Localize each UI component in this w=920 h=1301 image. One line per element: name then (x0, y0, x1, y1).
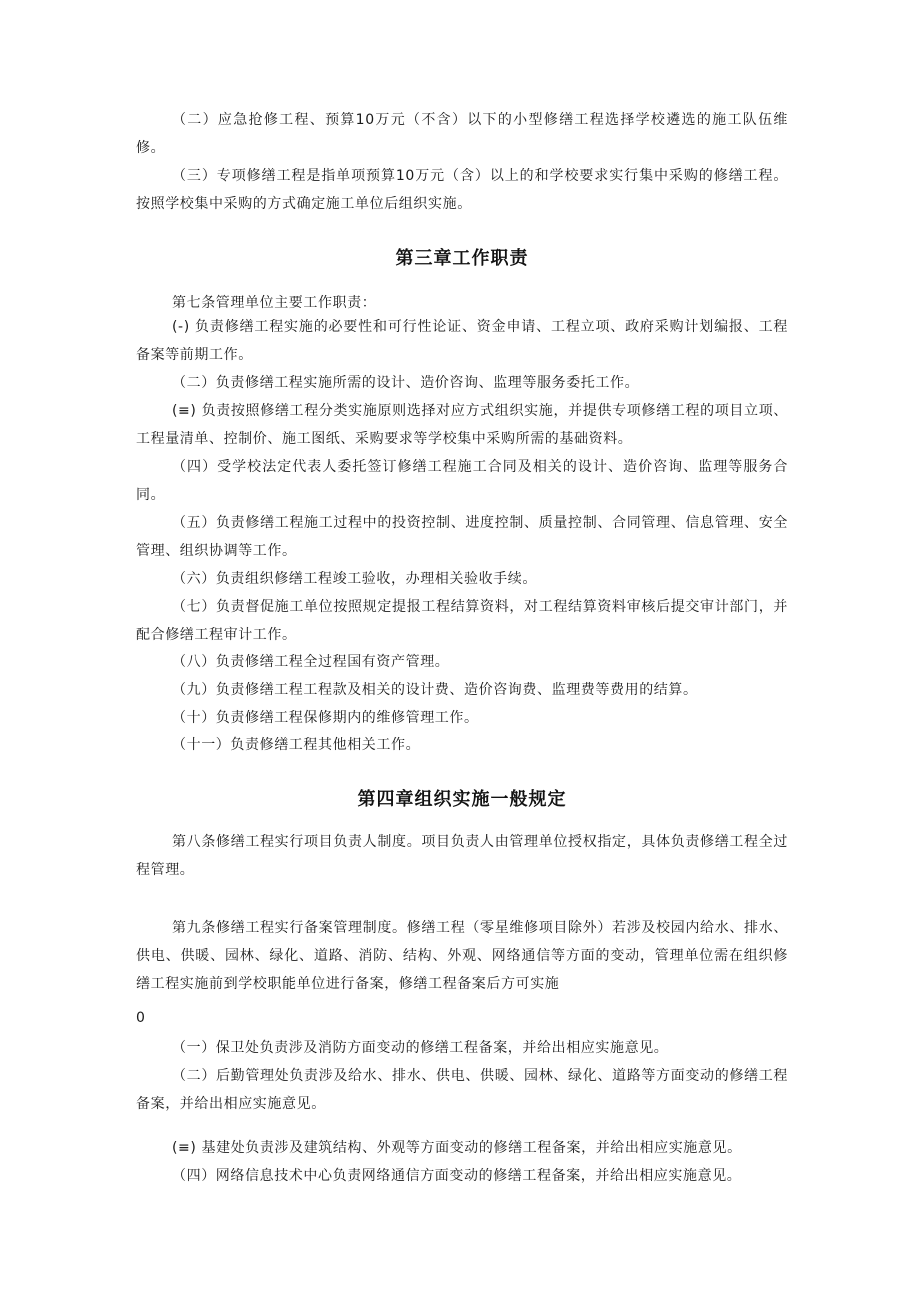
duty-item-10: （十）负责修缮工程保修期内的维修管理工作。 (172, 710, 479, 726)
article-9: 第九条修缮工程实行备案管理制度。修缮工程（零星维修项目除外）若涉及校园内给水、排水、供电、供暖、园林、绿化、道路、消防、结构、外观、网络通信等方面的变动，管理单位需在组织修缮工程实施前到学校职能单位进行备案，修缮工程备案后方可实施 (136, 920, 788, 992)
filing-item-2: （二）后勤管理处负责涉及给水、排水、供电、供暖、园林、绿化、道路等方面变动的修缮工程备案，并给出相应实施意见。 (136, 1068, 788, 1112)
chapter-4-heading: 第四章组织实施一般规定 (357, 789, 567, 810)
duty-item-2: （二）负责修缮工程实施所需的设计、造价咨询、监理等服务委托工作。 (172, 375, 640, 391)
stray-zero: 0 (136, 1010, 145, 1026)
duty-item-6: （六）负责组织修缮工程竣工验收，办理相关验收手续。 (172, 571, 537, 587)
article-8: 第八条修缮工程实行项目负责人制度。项目负责人由管理单位授权指定，具体负责修缮工程全过程管理。 (136, 834, 788, 878)
duty-item-3: (≡) 负责按照修缮工程分类实施原则选择对应方式组织实施，并提供专项修缮工程的项目立项、工程量清单、控制价、施工图纸、采购要求等学校集中采购所需的基础资料。 (136, 403, 788, 447)
filing-item-4: （四）网络信息技术中心负责网络通信方面变动的修缮工程备案，并给出相应实施意见。 (172, 1168, 742, 1184)
paragraph-emergency-repair: （二）应急抢修工程、预算10万元（不含）以下的小型修缮工程选择学校遴选的施工队伍维修。 (136, 112, 788, 156)
duty-item-1: (-) 负责修缮工程实施的必要性和可行性论证、资金申请、工程立项、政府采购计划编报、工程备案等前期工作。 (136, 319, 788, 363)
filing-item-1: （一）保卫处负责涉及消防方面变动的修缮工程备案，并给出相应实施意见。 (172, 1040, 669, 1056)
duty-item-8: （八）负责修缮工程全过程国有资产管理。 (172, 654, 450, 670)
duty-item-4: （四）受学校法定代表人委托签订修缮工程施工合同及相关的设计、造价咨询、监理等服务合同。 (136, 459, 788, 503)
duty-item-5: （五）负责修缮工程施工过程中的投资控制、进度控制、质量控制、合同管理、信息管理、安全管理、组织协调等工作。 (136, 515, 788, 559)
article-7-intro: 第七条管理单位主要工作职责： (172, 295, 377, 311)
paragraph-special-repair: （三）专项修缮工程是指单项预算10万元（含）以上的和学校要求实行集中采购的修缮工程。按照学校集中采购的方式确定施工单位后组织实施。 (136, 168, 788, 212)
chapter-3-heading: 第三章工作职责 (395, 248, 529, 269)
duty-item-9: （九）负责修缮工程工程款及相关的设计费、造价咨询费、监理费等费用的结算。 (172, 682, 698, 698)
duty-item-7: （七）负责督促施工单位按照规定提报工程结算资料，对工程结算资料审核后提交审计部门，并配合修缮工程审计工作。 (136, 599, 788, 643)
duty-item-11: （十一）负责修缮工程其他相关工作。 (172, 737, 421, 753)
filing-item-3: (≡) 基建处负责涉及建筑结构、外观等方面变动的修缮工程备案，并给出相应实施意见。 (172, 1140, 742, 1156)
